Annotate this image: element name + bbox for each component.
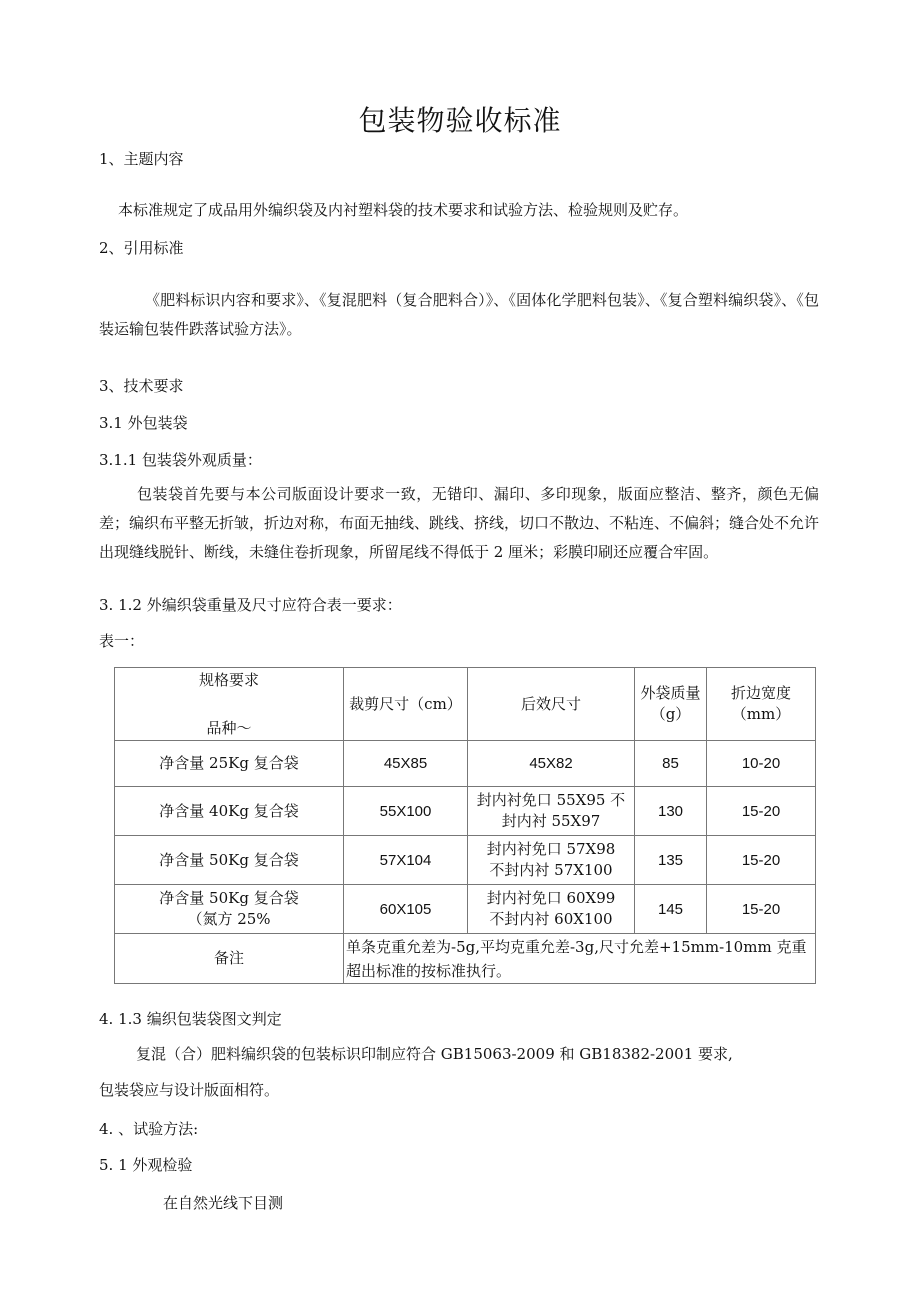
weight-cell: 145 [635, 885, 707, 934]
finished-size-line1: 封内衬免口 60X99 [486, 889, 616, 907]
table-row [115, 836, 816, 885]
section-4-heading: 4. 、试验方法: [99, 1120, 199, 1138]
variety-cell [115, 836, 344, 885]
finished-size-cell [468, 836, 635, 885]
finished-size-cell [468, 885, 635, 934]
section-4-1-3-heading: 4. 1.3 编织包装袋图文判定 [99, 1010, 282, 1028]
section-3-1-1-heading: 3.1.1 包装袋外观质量： [99, 451, 262, 469]
cut-size-cell: 60X105 [344, 885, 468, 934]
finished-size-line2: 封内衬 55X97 [501, 812, 601, 830]
cut-size-cell: 57X104 [344, 836, 468, 885]
header-weight-line2: （g） [650, 705, 691, 723]
weight-cell: 85 [635, 741, 707, 787]
variety-cell [115, 741, 344, 787]
finished-size-cell [468, 787, 635, 836]
fold-width-cell: 10-20 [707, 741, 816, 787]
header-weight [635, 668, 707, 741]
fold-width-cell: 15-20 [707, 885, 816, 934]
finished-size-line1: 封内衬免口 55X95 不 [476, 791, 626, 809]
section-3-heading: 3、技术要求 [99, 377, 184, 395]
header-fold-line1: 折边宽度 [730, 684, 791, 702]
section-2-body: 《肥料标识内容和要求》、《复混肥料（复合肥料合）》、《固体化学肥料包装》、《复合塑料编织袋》、《包装运输包装件跌落试验方法》。 [99, 291, 819, 338]
document-title: 包装物验收标准 [358, 104, 562, 137]
spec-table [114, 667, 816, 984]
table-row [115, 885, 816, 934]
table-row [115, 787, 816, 836]
header-fold-line2: （mm） [731, 705, 791, 723]
section-4-1-3-body-line2: 包装袋应与设计版面相符。 [99, 1081, 280, 1099]
section-3-1-1-body: 包装袋首先要与本公司版面设计要求一致，无错印、漏印、多印现象，版面应整洁、整齐，颜色无偏差；编织布平整无折皱，折边对称，布面无抽线、跳线、挤线，切口不散边、不粘连、不偏斜；缝合处不允许出现缝线脱针、断线，未缝住卷折现象，所留尾线不得低于 2 厘米；彩膜印刷还应覆合牢固。 [99, 485, 820, 561]
remark-text: 单条克重允差为-5g,平均克重允差-3g,尺寸允差+15mm-10mm 克重超出标准的按标准执行。 [344, 934, 816, 984]
table-header-row [115, 668, 816, 741]
section-5-1-heading: 5. 1 外观检验 [99, 1156, 193, 1174]
section-4-1-3-body-line1: 复混（合）肥料编织袋的包装标识印制应符合 GB15063-2009 和 GB18382-2001 要求, [136, 1045, 733, 1063]
header-cut-size: 裁剪尺寸（cm） [344, 668, 468, 741]
finished-size-line2: 不封内衬 60X100 [489, 910, 613, 928]
finished-size-cell: 45X82 [468, 741, 635, 787]
header-weight-line1: 外袋质量 [640, 684, 701, 702]
header-spec-label: 规格要求 [198, 671, 259, 689]
table-row [115, 741, 816, 787]
header-fold-width [707, 668, 816, 741]
variety-cell [115, 787, 344, 836]
section-2-heading: 2、引用标准 [99, 239, 184, 257]
weight-cell: 130 [635, 787, 707, 836]
header-finished-size: 后效尺寸 [468, 668, 635, 741]
finished-size-line1: 封内衬免口 57X98 [486, 840, 616, 858]
weight-cell: 135 [635, 836, 707, 885]
remark-label: 备注 [115, 934, 344, 984]
variety-text: 净含量 50Kg 复合袋 [159, 850, 299, 869]
variety-text-line2: （氮方 25% [187, 910, 271, 928]
table-caption: 表一： [99, 632, 145, 650]
section-3-1-2-heading: 3. 1.2 外编织袋重量及尺寸应符合表一要求： [99, 596, 402, 614]
variety-text: 净含量 40Kg 复合袋 [159, 801, 299, 820]
section-1-heading: 1、主题内容 [99, 150, 184, 168]
section-1-body: 本标准规定了成品用外编织袋及内衬塑料袋的技术要求和试验方法、检验规则及贮存。 [118, 201, 689, 219]
section-5-1-body: 在自然光线下目测 [163, 1194, 284, 1212]
variety-text: 净含量 25Kg 复合袋 [159, 754, 299, 772]
fold-width-cell: 15-20 [707, 787, 816, 836]
table-remark-row [115, 934, 816, 984]
section-3-1-heading: 3.1 外包装袋 [99, 414, 188, 432]
variety-text: 净含量 50Kg 复合袋 [159, 889, 299, 907]
variety-cell [115, 885, 344, 934]
header-corner-cell [115, 668, 344, 741]
finished-size-line2: 不封内衬 57X100 [489, 861, 613, 879]
cut-size-cell: 55X100 [344, 787, 468, 836]
header-variety-label: 品种～ [206, 719, 252, 737]
cut-size-cell: 45X85 [344, 741, 468, 787]
fold-width-cell: 15-20 [707, 836, 816, 885]
